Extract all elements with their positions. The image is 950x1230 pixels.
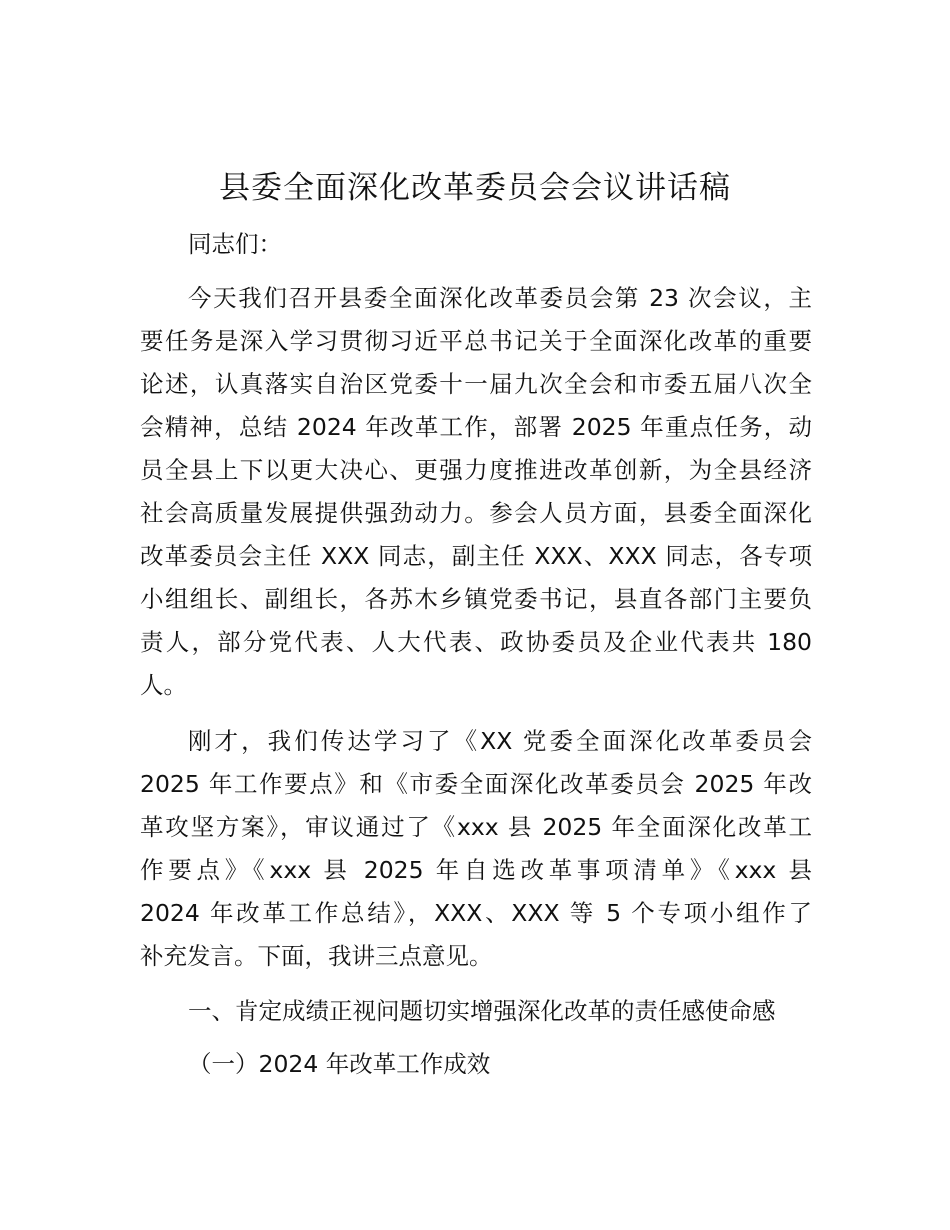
paragraph-2-line: 补充发言。下面，我讲三点意见。 — [140, 942, 493, 970]
paragraph-2-line: 革攻坚方案》，审议通过了《xxx 县 2025 年全面深化改革工 — [140, 813, 812, 841]
paragraph-2 — [140, 720, 812, 978]
paragraph-1-line: 员全县上下以更大决心、更强力度推进改革创新，为全县经济 — [140, 456, 812, 484]
salutation: 同志们： — [188, 230, 282, 258]
paragraph-1-line: 人。 — [140, 671, 187, 699]
section-heading-1: 一、肯定成绩正视问题切实增强深化改革的责任感使命感 — [188, 997, 776, 1025]
paragraph-1-line: 今天我们召开县委全面深化改革委员会第 23 次会议，主 — [188, 284, 812, 312]
paragraph-1-line: 要任务是深入学习贯彻习近平总书记关于全面深化改革的重要 — [140, 327, 812, 355]
paragraph-1-line: 改革委员会主任 XXX 同志，副主任 XXX、XXX 同志，各专项 — [140, 542, 812, 570]
subsection-heading-1: （一）2024 年改革工作成效 — [188, 1050, 491, 1078]
paragraph-1 — [140, 277, 812, 707]
paragraph-2-line: 作要点》《xxx 县 2025 年自选改革事项清单》《xxx 县 — [140, 856, 812, 884]
paragraph-1-line: 责人，部分党代表、人大代表、政协委员及企业代表共 180 — [140, 628, 812, 656]
paragraph-2-line: 2024 年改革工作总结》，XXX、XXX 等 5 个专项小组作了 — [140, 899, 812, 927]
paragraph-1-line: 小组组长、副组长，各苏木乡镇党委书记，县直各部门主要负 — [140, 585, 812, 613]
paragraph-1-line: 论述，认真落实自治区党委十一届九次全会和市委五届八次全 — [140, 370, 812, 398]
paragraph-2-line: 2025 年工作要点》和《市委全面深化改革委员会 2025 年改 — [140, 770, 812, 798]
document-title: 县委全面深化改革委员会会议讲话稿 — [219, 170, 731, 206]
paragraph-2-line: 刚才，我们传达学习了《XX 党委全面深化改革委员会 — [188, 727, 812, 755]
paragraph-1-line: 社会高质量发展提供强劲动力。参会人员方面，县委全面深化 — [140, 499, 812, 527]
paragraph-1-line: 会精神，总结 2024 年改革工作，部署 2025 年重点任务，动 — [140, 413, 812, 441]
